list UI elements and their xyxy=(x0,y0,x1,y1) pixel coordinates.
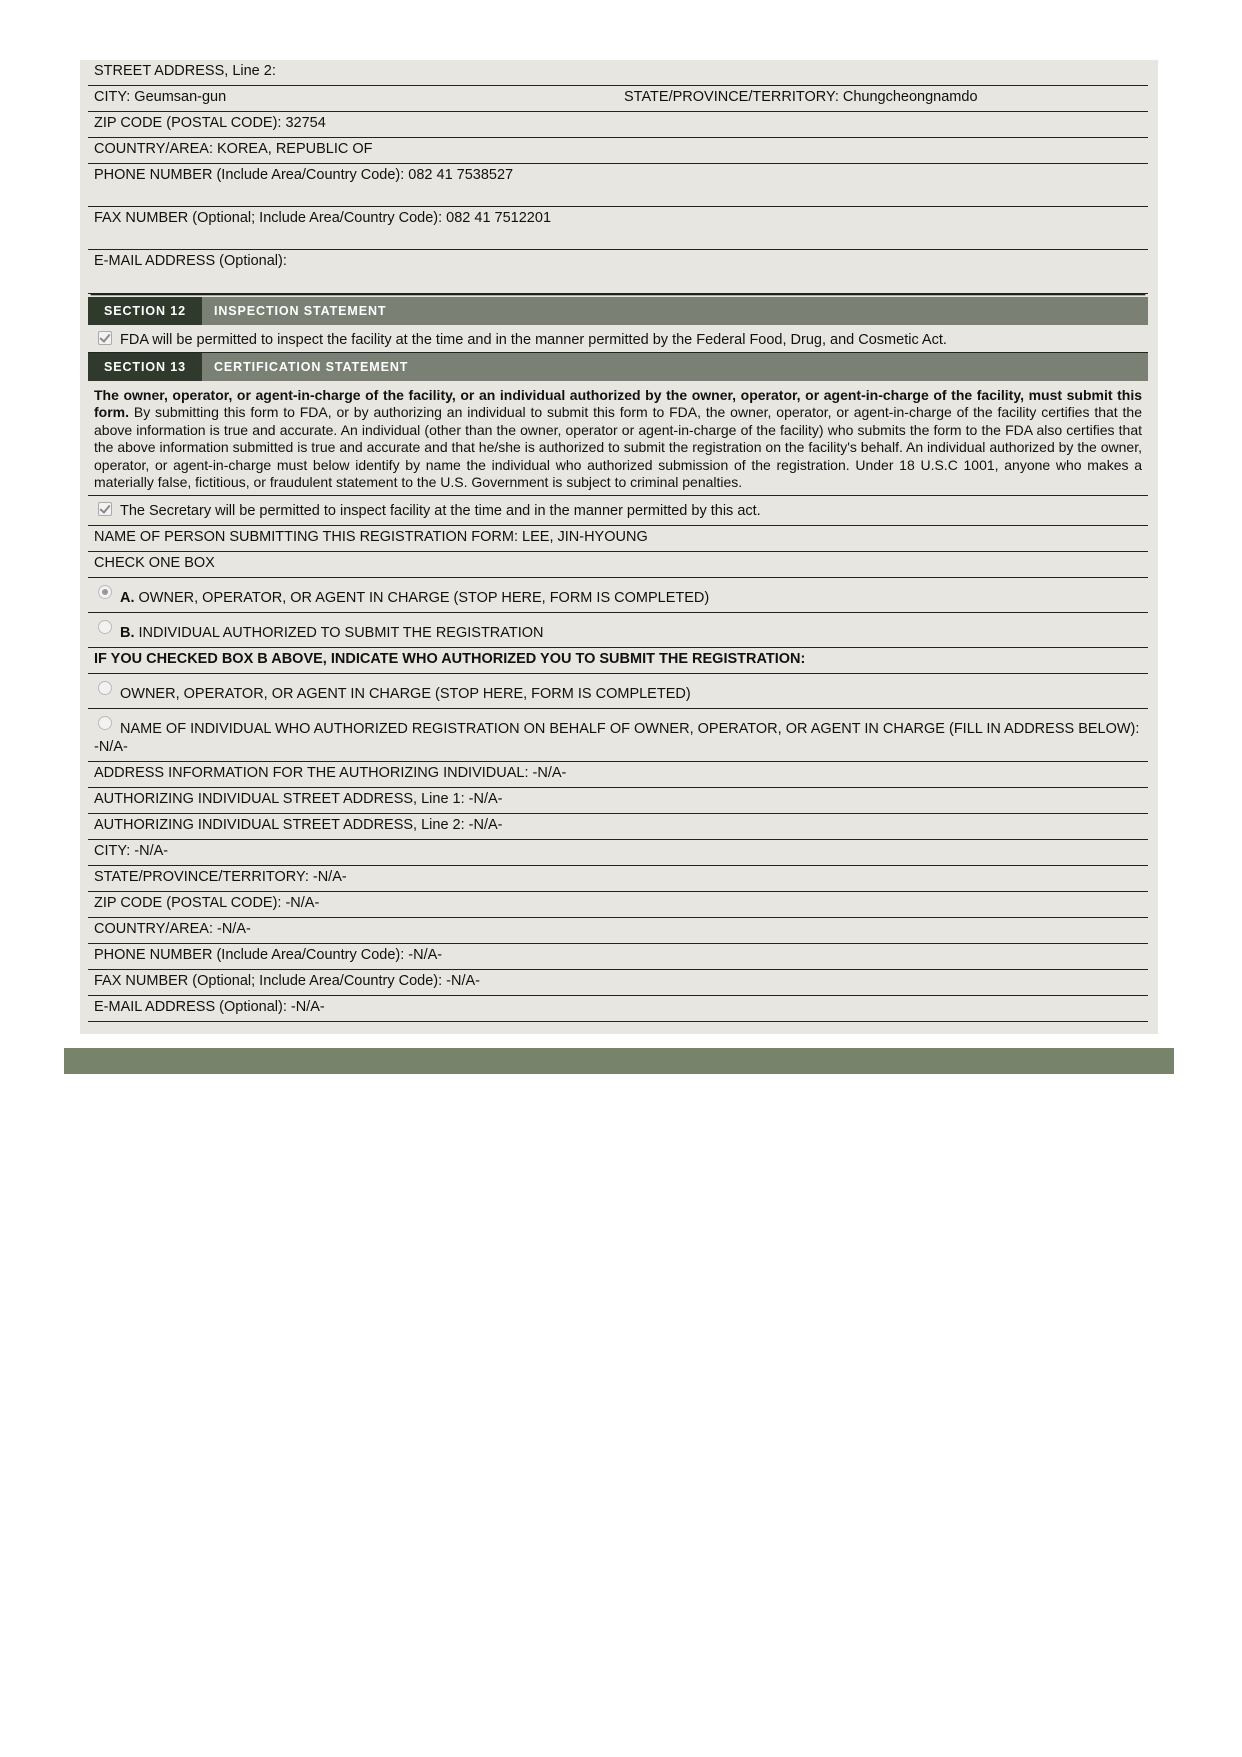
inspection-statement-row xyxy=(88,325,1148,353)
certification-paragraph xyxy=(88,381,1148,496)
email-field: E-MAIL ADDRESS (Optional): xyxy=(88,250,1148,294)
zip-code-field: ZIP CODE (POSTAL CODE): 32754 xyxy=(88,112,1148,138)
secretary-statement: The Secretary will be permitted to inspect facility at the time and in the manner permitted by this act. xyxy=(120,503,761,520)
option-a-letter: A. xyxy=(120,590,135,607)
option-a-label: OWNER, OPERATOR, OR AGENT IN CHARGE (STOP HERE, FORM IS COMPLETED) xyxy=(134,590,710,607)
section-12-title: INSPECTION STATEMENT xyxy=(214,304,387,318)
authorized-owner-row xyxy=(88,674,1148,709)
inspection-statement: FDA will be permitted to inspect the facility at the time and in the manner permitted by the Federal Food, Drug, and Cosmetic Act. xyxy=(120,332,947,348)
authorizing-fax: FAX NUMBER (Optional; Include Area/Country Code): -N/A- xyxy=(88,970,1148,996)
section-13-header xyxy=(88,353,1148,381)
authorized-owner-radio[interactable] xyxy=(98,681,112,695)
section-13-title: CERTIFICATION STATEMENT xyxy=(214,360,409,374)
section-13-tag: SECTION 13 xyxy=(88,353,202,381)
certification-intro-text: By submitting this form to FDA, or by authorizing an individual to submit this form to FDA, the owner, operator, or agent-in-charge of the facility certifies that the above information is true and accurate. An individual (other than the owner, operator or agent-in-charge of the facility) who submits the form to the FDA also certifies that the above information submitted is true and accurate and that he/she is authorized to submit the registration on the facility's behalf. An individual authorized by the owner, operator, or agent-in-charge must below identify by name the individual who authorized submission of the registration. Under 18 U.S.C 1001, anyone who makes a materially false, fictitious, or fraudulent statement to the U.S. Government is subject to criminal penalties. xyxy=(94,404,1142,491)
certification-intro-bold: The owner, operator, or agent-in-charge of the facility, or an individual authorized by the owner, operator, or agent-in-charge of the facility, must submit this form. xyxy=(94,387,1142,421)
option-b-row xyxy=(88,613,1148,648)
authorized-owner-label: OWNER, OPERATOR, OR AGENT IN CHARGE (STOP HERE, FORM IS COMPLETED) xyxy=(120,686,691,703)
authorizing-street-line2: AUTHORIZING INDIVIDUAL STREET ADDRESS, Line 2: -N/A- xyxy=(88,814,1148,840)
secretary-checkbox[interactable] xyxy=(98,502,112,516)
street-address-line2: STREET ADDRESS, Line 2: xyxy=(88,60,1148,86)
authorizing-address-info: ADDRESS INFORMATION FOR THE AUTHORIZING INDIVIDUAL: -N/A- xyxy=(88,762,1148,788)
form-panel xyxy=(80,60,1158,1034)
fax-field: FAX NUMBER (Optional; Include Area/Country Code): 082 41 7512201 xyxy=(88,207,1148,250)
section-12-header xyxy=(88,297,1148,325)
authorizing-street-line1: AUTHORIZING INDIVIDUAL STREET ADDRESS, Line 1: -N/A- xyxy=(88,788,1148,814)
option-a-row xyxy=(88,578,1148,613)
section-12-tag: SECTION 12 xyxy=(88,297,202,325)
country-field: COUNTRY/AREA: KOREA, REPUBLIC OF xyxy=(88,138,1148,164)
authorizing-email: E-MAIL ADDRESS (Optional): -N/A- xyxy=(88,996,1148,1022)
city-state-row xyxy=(88,86,1148,112)
authorizing-city: CITY: -N/A- xyxy=(88,840,1148,866)
authorizing-zip: ZIP CODE (POSTAL CODE): -N/A- xyxy=(88,892,1148,918)
authorizing-phone: PHONE NUMBER (Include Area/Country Code): -N/A- xyxy=(88,944,1148,970)
authorized-individual-radio[interactable] xyxy=(98,716,112,730)
if-box-b-heading: IF YOU CHECKED BOX B ABOVE, INDICATE WHO AUTHORIZED YOU TO SUBMIT THE REGISTRATION: xyxy=(88,648,1148,674)
state-field: STATE/PROVINCE/TERRITORY: Chungcheongnamdo xyxy=(624,89,978,105)
authorizing-country: COUNTRY/AREA: -N/A- xyxy=(88,918,1148,944)
city-field: CITY: Geumsan-gun xyxy=(94,89,227,105)
phone-field: PHONE NUMBER (Include Area/Country Code): 082 41 7538527 xyxy=(88,164,1148,207)
check-one-box-label: CHECK ONE BOX xyxy=(88,552,1148,578)
authorizing-state: STATE/PROVINCE/TERRITORY: -N/A- xyxy=(88,866,1148,892)
option-b-label: INDIVIDUAL AUTHORIZED TO SUBMIT THE REGISTRATION xyxy=(134,625,544,642)
authorized-individual-label: NAME OF INDIVIDUAL WHO AUTHORIZED REGISTRATION ON BEHALF OF OWNER, OPERATOR, OR AGENT IN CHARGE (FILL IN ADDRESS BELOW): -N/A- xyxy=(94,721,1140,756)
option-a-radio[interactable] xyxy=(98,585,112,599)
secretary-statement-row xyxy=(88,496,1148,526)
authorized-individual-row xyxy=(88,709,1148,762)
option-b-radio[interactable] xyxy=(98,620,112,634)
option-b-letter: B. xyxy=(120,625,135,642)
submitter-name: NAME OF PERSON SUBMITTING THIS REGISTRATION FORM: LEE, JIN-HYOUNG xyxy=(88,526,1148,552)
footer-bar xyxy=(64,1048,1174,1074)
inspection-checkbox[interactable] xyxy=(98,331,112,345)
